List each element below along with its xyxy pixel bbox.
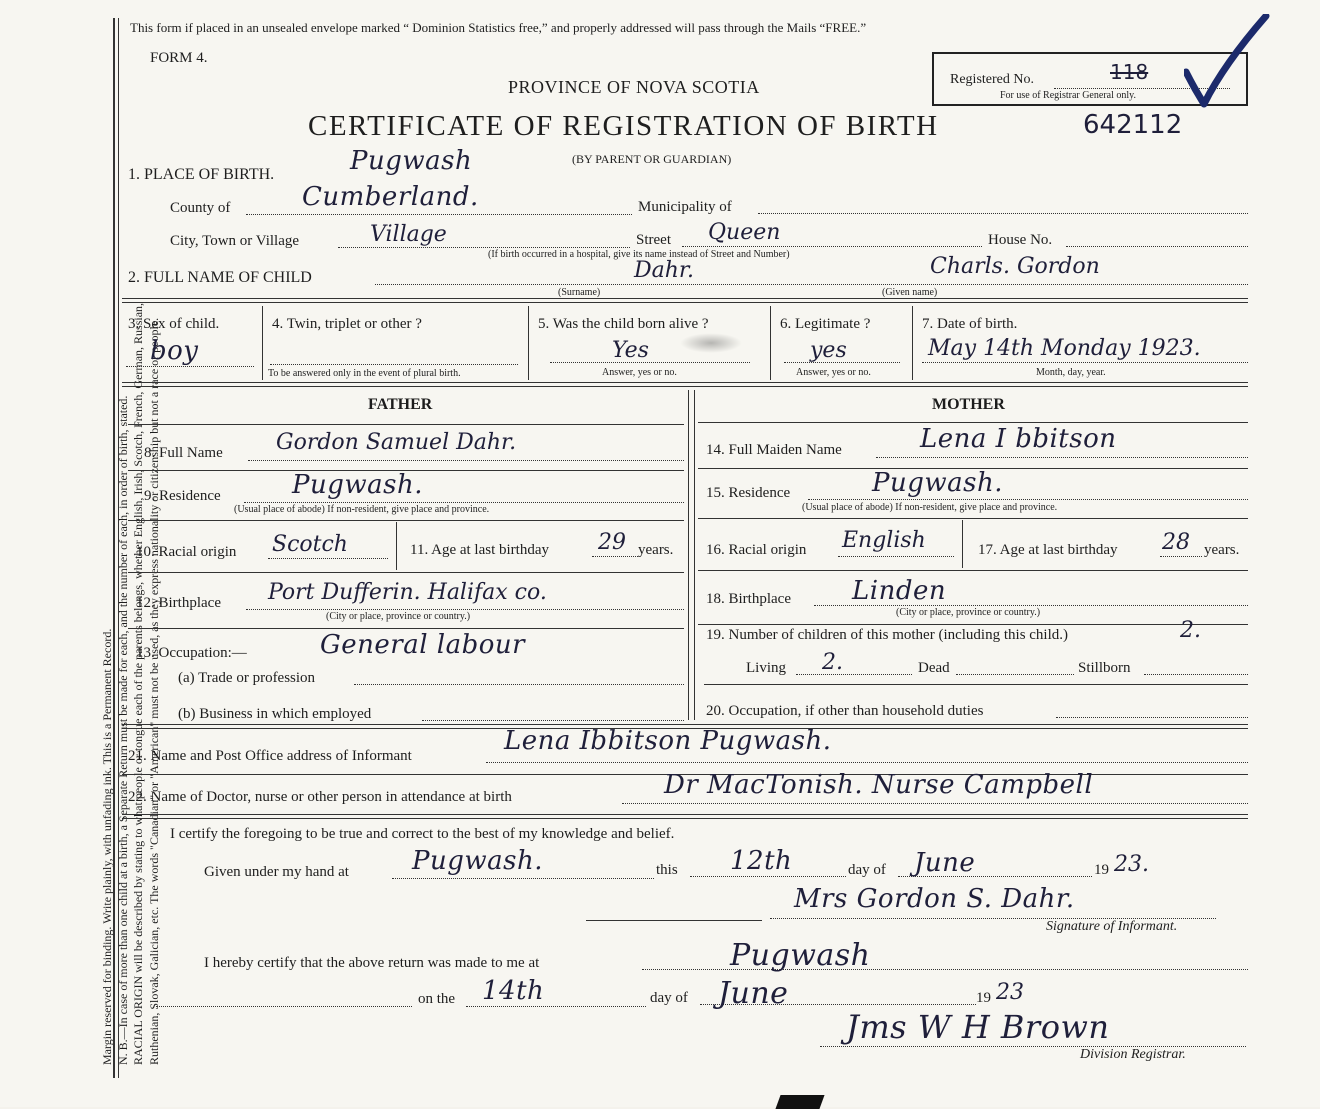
father-racial-value: Scotch [272, 532, 348, 557]
children-count-value: 2. [1180, 618, 1201, 643]
signature-caption: Signature of Informant. [1046, 919, 1178, 934]
child-name-label: 2. FULL NAME OF CHILD [128, 269, 312, 286]
certificate-number: 642112 [1083, 110, 1183, 140]
city-label: City, Town or Village [170, 233, 300, 249]
mail-note: This form if placed in an unsealed envelope marked “ Dominion Statistics free,” and properly addressed will pass through the Mails “FREE.” [130, 20, 867, 35]
mother-age-unit: years. [1204, 542, 1240, 558]
father-occupation-value: General labour [320, 630, 526, 660]
margin-note-line: Margin reserved for binding. Write plainly, with unfading ink. This is a Permanent Record. [100, 628, 114, 1065]
registrar-caption: Division Registrar. [1080, 1047, 1186, 1062]
subtitle: (BY PARENT OR GUARDIAN) [572, 152, 732, 166]
father-residence-note: (Usual place of abode) If non-resident, give place and province. [234, 504, 490, 515]
given-month-value: June [914, 848, 976, 878]
mother-residence-label: 15. Residence [706, 485, 791, 501]
registrar-place-value: Pugwash [730, 938, 871, 973]
father-residence-label: 9. Residence [144, 488, 221, 504]
given-year-prefix: 19 [1094, 862, 1109, 878]
registered-no-label: Registered No. [950, 72, 1034, 87]
doctor-value: Dr MacTonish. Nurse Campbell [664, 770, 1094, 800]
ink-smudge [680, 333, 742, 353]
page-title: CERTIFICATE OF REGISTRATION OF BIRTH [308, 110, 939, 142]
mother-name-label: 14. Full Maiden Name [706, 442, 842, 458]
dead-label: Dead [918, 660, 950, 676]
trade-label: (a) Trade or profession [178, 670, 316, 686]
mother-age-value: 28 [1162, 530, 1190, 555]
registrar-year-prefix: 19 [976, 990, 991, 1006]
mother-birthplace-label: 18. Birthplace [706, 591, 791, 607]
doctor-label: 22. Name of Doctor, nurse or other person in attendance at birth [128, 789, 512, 805]
informant-value: Lena Ibbitson Pugwash. [504, 726, 832, 756]
registrar-statement: I hereby certify that the above return was made to me at [204, 955, 540, 971]
street-label: Street [636, 232, 671, 248]
margin-note-line: N. B.—In case of more than one child at a birth, a Separate Return must be made for each, and the number of each, in order of birth, stated. [115, 395, 130, 1065]
form-number: FORM 4. [150, 50, 208, 66]
given-name-caption: (Given name) [882, 287, 938, 298]
margin-note-line: Ruthenian, Slovak, Galician, etc. The words "Canadian" or "American" must not be used, as they express nationality or citizenship but not a race or people. [146, 317, 161, 1065]
registrar-day-value: 14th [482, 976, 545, 1006]
mother-age-label: 17. Age at last birthday [978, 542, 1118, 558]
hospital-note: (If birth occurred in a hospital, give its name instead of Street and Number) [488, 249, 790, 260]
child-given-value: Charls. Gordon [930, 254, 1100, 279]
county-label: County of [170, 200, 231, 216]
children-count-label: 19. Number of children of this mother (including this child.) [706, 627, 1069, 643]
registrar-use-note: For use of Registrar General only. [1000, 90, 1136, 101]
given-under-label: Given under my hand at [204, 864, 349, 880]
twin-label: 4. Twin, triplet or other ? [272, 316, 422, 332]
mother-occupation-label: 20. Occupation, if other than household duties [706, 703, 984, 719]
county-value: Cumberland. [302, 182, 479, 212]
father-occupation-label: 13. Occupation:— [136, 645, 247, 661]
father-residence-value: Pugwash. [292, 470, 423, 500]
child-surname-value: Dahr. [634, 258, 695, 283]
mother-racial-value: English [842, 528, 926, 553]
father-name-label: 8. Full Name [144, 445, 223, 461]
on-the-label: on the [418, 991, 456, 1007]
informant-signature: Mrs Gordon S. Dahr. [794, 884, 1075, 914]
mother-residence-note: (Usual place of abode) If non-resident, give place and province. [802, 502, 1058, 513]
given-day-value: 12th [730, 846, 793, 876]
dob-label: 7. Date of birth. [922, 316, 1018, 332]
legitimate-note: Answer, yes or no. [796, 367, 871, 378]
house-no-label: House No. [988, 232, 1053, 248]
business-label: (b) Business in which employed [178, 706, 372, 722]
father-name-value: Gordon Samuel Dahr. [276, 430, 517, 455]
father-header: FATHER [368, 396, 433, 413]
father-age-label: 11. Age at last birthday [410, 542, 549, 558]
dob-note: Month, day, year. [1036, 367, 1106, 378]
father-racial-label: 10. Racial origin [136, 544, 237, 560]
stillborn-label: Stillborn [1078, 660, 1131, 676]
mother-name-value: Lena I bbitson [920, 424, 1117, 454]
father-birthplace-label: 12. Birthplace [136, 595, 221, 611]
municipality-label: Municipality of [638, 199, 732, 215]
born-alive-note: Answer, yes or no. [602, 367, 677, 378]
born-alive-value: Yes [612, 338, 649, 363]
legitimate-label: 6. Legitimate ? [780, 316, 871, 332]
margin-rule [118, 18, 119, 1078]
dob-value: May 14th Monday 1923. [928, 336, 1201, 361]
margin-note [100, 5, 162, 1065]
margin-note-line: RACIAL ORIGIN will be described by stating to what people or tongue each of the parents belongs, whether English, Irish, Scotch, French, German, Russian, [131, 302, 145, 1065]
mother-racial-label: 16. Racial origin [706, 542, 807, 558]
margin-rule [113, 18, 115, 1078]
sex-label: 3. Sex of child. [128, 316, 220, 332]
registrar-month-value: June [718, 976, 789, 1011]
informant-label: 21. Name and Post Office address of Informant [128, 748, 412, 764]
father-age-unit: years. [638, 542, 674, 558]
mother-birthplace-note: (City or place, province or country.) [896, 607, 1041, 618]
legitimate-value: yes [810, 338, 847, 363]
street-value: Queen [708, 220, 781, 245]
father-birthplace-note: (City or place, province or country.) [326, 611, 471, 622]
registrar-signature: Jms W H Brown [846, 1008, 1110, 1046]
living-value: 2. [822, 650, 843, 675]
given-year-value: 23. [1114, 852, 1149, 877]
registrar-year-value: 23 [996, 980, 1024, 1005]
born-alive-label: 5. Was the child born alive ? [538, 316, 709, 332]
twin-note: To be answered only in the event of plural birth. [268, 368, 461, 379]
given-place-value: Pugwash. [412, 846, 543, 876]
mother-header: MOTHER [932, 396, 1005, 413]
sex-value: boy [150, 336, 199, 366]
place-of-birth-value: Pugwash [350, 146, 473, 176]
registered-no-value: 118 [1110, 60, 1149, 84]
this-label: this [656, 862, 678, 878]
surname-caption: (Surname) [558, 287, 601, 298]
certify-statement: I certify the foregoing to be true and correct to the best of my knowledge and belief. [170, 826, 675, 842]
mother-birthplace-value: Linden [852, 576, 947, 606]
father-birthplace-value: Port Dufferin. Halifax co. [268, 580, 547, 605]
day-of-label: day of [848, 862, 886, 878]
registrar-day-of-label: day of [650, 990, 688, 1006]
place-of-birth-label: 1. PLACE OF BIRTH. [128, 166, 275, 183]
living-label: Living [746, 660, 786, 676]
father-age-value: 29 [598, 530, 626, 555]
checkmark-icon [1184, 14, 1274, 110]
city-value: Village [370, 222, 447, 247]
mother-residence-value: Pugwash. [872, 468, 1003, 498]
province-title: PROVINCE OF NOVA SCOTIA [508, 77, 760, 97]
